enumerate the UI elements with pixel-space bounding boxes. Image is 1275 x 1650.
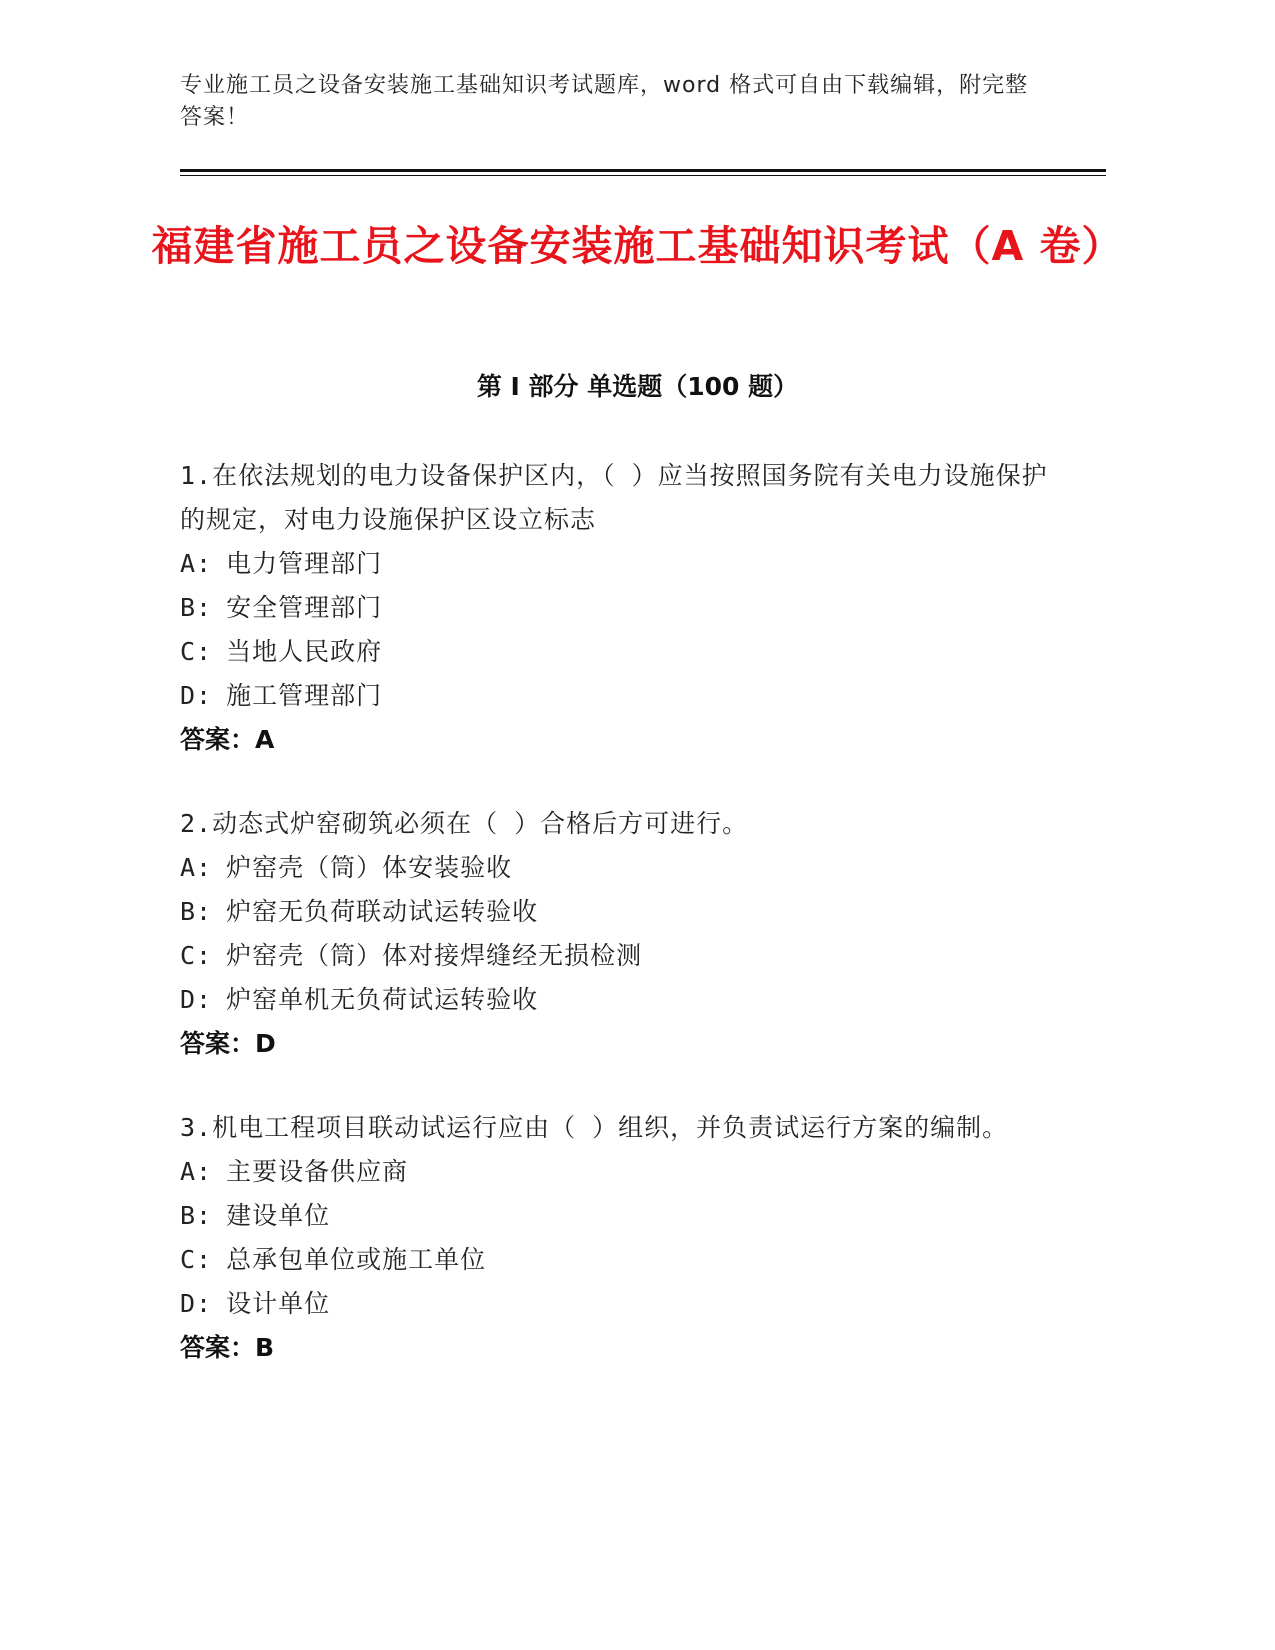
option-text: 炉窑壳（筒）体安装验收 <box>226 853 513 882</box>
option-c <box>180 630 1050 674</box>
option-key: C: <box>180 637 213 666</box>
question-stem: 2.动态式炉窑砌筑必须在（ ）合格后方可进行。 <box>180 809 749 838</box>
option-text: 炉窑壳（筒）体对接焊缝经无损检测 <box>226 941 643 970</box>
option-text: 施工管理部门 <box>226 681 383 710</box>
header-note: 专业施工员之设备安装施工基础知识考试题库，word 格式可自由下载编辑，附完整答案！ <box>180 73 1029 130</box>
option-key: D: <box>180 681 213 710</box>
option-key: D: <box>180 985 213 1014</box>
option-c <box>180 1238 1050 1282</box>
option-text: 当地人民政府 <box>226 637 383 666</box>
option-b <box>180 890 1050 934</box>
option-text: 总承包单位或施工单位 <box>226 1245 487 1274</box>
option-text: 炉窑单机无负荷试运转验收 <box>226 985 539 1014</box>
option-key: A: <box>180 1157 213 1186</box>
option-d <box>180 1282 1050 1326</box>
answer: 答案：D <box>180 1029 276 1058</box>
answer: 答案：A <box>180 725 275 754</box>
option-key: B: <box>180 593 213 622</box>
question-2 <box>180 802 1050 1066</box>
option-a <box>180 1150 1050 1194</box>
option-text: 建设单位 <box>226 1201 331 1230</box>
option-b <box>180 1194 1050 1238</box>
option-key: D: <box>180 1289 213 1318</box>
option-a <box>180 542 1050 586</box>
option-d <box>180 674 1050 718</box>
section-title: 第 I 部分 单选题（100 题） <box>476 372 799 401</box>
option-key: C: <box>180 1245 213 1274</box>
document-title: 福建省施工员之设备安装施工基础知识考试（A 卷） <box>151 222 1124 270</box>
answer: 答案：B <box>180 1333 275 1362</box>
option-text: 炉窑无负荷联动试运转验收 <box>226 897 539 926</box>
header-divider-thick <box>180 169 1106 172</box>
header-divider-thin <box>180 175 1106 176</box>
option-text: 设计单位 <box>226 1289 331 1318</box>
option-b <box>180 586 1050 630</box>
question-stem: 1.在依法规划的电力设备保护区内，（ ）应当按照国务院有关电力设施保护的规定，对电力设施保护区设立标志 <box>180 461 1048 534</box>
option-key: B: <box>180 897 213 926</box>
question-stem: 3.机电工程项目联动试运行应由（ ）组织，并负责试运行方案的编制。 <box>180 1113 1009 1142</box>
option-text: 安全管理部门 <box>226 593 383 622</box>
option-key: C: <box>180 941 213 970</box>
option-a <box>180 846 1050 890</box>
option-key: A: <box>180 853 213 882</box>
option-key: B: <box>180 1201 213 1230</box>
option-text: 电力管理部门 <box>226 549 383 578</box>
option-key: A: <box>180 549 213 578</box>
option-c <box>180 934 1050 978</box>
option-d <box>180 978 1050 1022</box>
option-text: 主要设备供应商 <box>226 1157 409 1186</box>
question-1 <box>180 454 1050 762</box>
question-3 <box>180 1106 1050 1370</box>
